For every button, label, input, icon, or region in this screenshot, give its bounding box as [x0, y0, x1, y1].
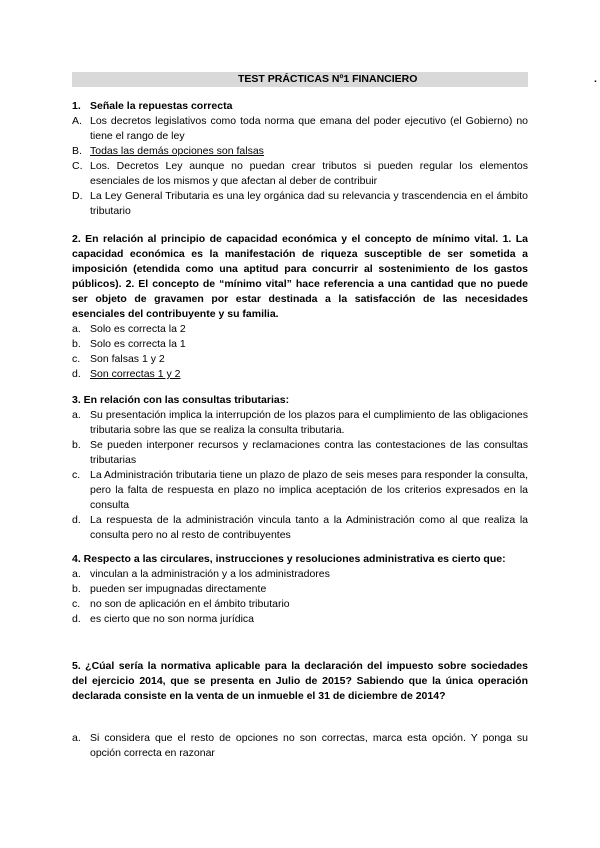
- option-letter: a.: [72, 323, 81, 335]
- question-1-options: [72, 114, 528, 219]
- option-letter: b.: [72, 338, 81, 350]
- option-text: Solo es correcta la 1: [90, 338, 186, 350]
- option-letter: b.: [72, 439, 81, 451]
- option-letter: A.: [72, 115, 82, 127]
- question-4: [72, 552, 528, 627]
- option-text: Se pueden interponer recursos y reclamaciones contra las contestaciones de las consultas tributarias: [90, 439, 528, 466]
- option-letter: B.: [72, 145, 82, 157]
- option-text: La Ley General Tributaria es una ley orgánica dad su relevancia y trascendencia en el ámbito tributario: [90, 190, 528, 217]
- option-letter: C.: [72, 160, 83, 172]
- option-text: Su presentación implica la interrupción de los plazos para el cumplimiento de las obligaciones tributaria sobre las que se realiza la consulta tributaria.: [90, 409, 528, 436]
- option-text-underlined: Todas las demás opciones son falsas: [90, 145, 264, 157]
- option-letter: d.: [72, 613, 81, 625]
- question-5-options: [72, 731, 528, 761]
- document-title-bar: [72, 72, 597, 87]
- option-letter: d.: [72, 514, 81, 526]
- question-3-options: [72, 408, 528, 543]
- question-5-text: 5. ¿Cúal sería la normativa aplicable para la declaración del impuesto sobre sociedades del ejercicio 2014, que se presenta en Julio de 2015? Sabiendo que la única operación declarada consiste en la venta de un inmueble el 31 de diciembre de 2014?: [72, 660, 528, 702]
- option-letter: a.: [72, 568, 81, 580]
- question-5-answers: [72, 731, 528, 761]
- option-text: Solo es correcta la 2: [90, 323, 186, 335]
- question-4-options: [72, 567, 528, 627]
- question-4-option-a[interactable]: [72, 567, 528, 582]
- option-letter: c.: [72, 598, 81, 610]
- question-3-option-b[interactable]: [72, 438, 528, 468]
- option-text-underlined: Son correctas 1 y 2: [90, 368, 181, 380]
- option-letter: a.: [72, 409, 81, 421]
- title-trailing-dot: .: [594, 73, 597, 85]
- question-5-option-a[interactable]: [72, 731, 528, 761]
- question-1-option-d[interactable]: [72, 189, 528, 219]
- question-5: [72, 659, 528, 704]
- option-text: es cierto que no son norma jurídica: [90, 613, 255, 625]
- question-2-option-a[interactable]: [72, 322, 528, 337]
- option-letter: b.: [72, 583, 81, 595]
- question-2-option-b[interactable]: [72, 337, 528, 352]
- question-2-text: 2. En relación al principio de capacidad económica y el concepto de mínimo vital. 1. La capacidad económica es la manifestación de riqueza susceptible de ser sometida a imposición (etendida como una aptitud para concurrir al sostenimiento de los gastos públicos). 2. El concepto de “mínimo vital” hace referencia a una cantidad que no puede ser objeto de gravamen por estar destinada a la satisfacción de las necesidades esenciales del contribuyente y su familia.: [72, 233, 528, 320]
- option-text: no son de aplicación en el ámbito tributario: [90, 598, 290, 610]
- question-2-option-d[interactable]: [72, 367, 528, 382]
- option-letter: c.: [72, 353, 81, 365]
- question-2-options: [72, 322, 528, 382]
- question-4-option-b[interactable]: [72, 582, 528, 597]
- option-text: vinculan a la administración y a los administradores: [90, 568, 330, 580]
- question-3-option-c[interactable]: [72, 468, 528, 513]
- question-1-number: 1.: [72, 100, 81, 112]
- option-text: Son falsas 1 y 2: [90, 353, 165, 365]
- question-1-heading: [72, 99, 528, 114]
- question-1: [72, 99, 528, 219]
- question-1-option-b[interactable]: [72, 144, 528, 159]
- option-text: La respuesta de la administración vincula tanto a la Administración como al que realiza la consulta pero no al resto de contribuyentes: [90, 514, 528, 541]
- question-1-option-c[interactable]: [72, 159, 528, 189]
- option-letter: d.: [72, 368, 81, 380]
- question-3-option-d[interactable]: [72, 513, 528, 543]
- question-4-text: 4. Respecto a las circulares, instrucciones y resoluciones administrativa es cierto que:: [72, 553, 506, 565]
- option-text: pueden ser impugnadas directamente: [90, 583, 267, 595]
- question-2-option-c[interactable]: [72, 352, 528, 367]
- option-text: La Administración tributaria tiene un plazo de plazo de seis meses para responder la consulta, pero la falta de respuesta en plazo no implica aceptación de los criterios expresados en la consulta: [90, 469, 528, 511]
- question-3-option-a[interactable]: [72, 408, 528, 438]
- option-letter: c.: [72, 469, 81, 481]
- option-text: Si considera que el resto de opciones no son correctas, marca esta opción. Y ponga su opción correcta en razonar: [90, 732, 528, 759]
- question-4-option-c[interactable]: [72, 597, 528, 612]
- option-letter: a.: [72, 732, 81, 744]
- question-3-text: 3. En relación con las consultas tributarias:: [72, 394, 290, 406]
- question-1-option-a[interactable]: [72, 114, 528, 144]
- option-letter: D.: [72, 190, 83, 202]
- question-3: [72, 393, 528, 543]
- question-1-text: Señale la repuestas correcta: [90, 100, 233, 112]
- question-4-option-d[interactable]: [72, 612, 528, 627]
- document-title: TEST PRÁCTICAS Nº1 FINANCIERO: [238, 73, 418, 85]
- option-text: Los. Decretos Ley aunque no puedan crear tributos si pueden regular los elementos esenciales de los mismos y que afectan al deber de contribuir: [90, 160, 528, 187]
- option-text: Los decretos legislativos como toda norma que emana del poder ejecutivo (el Gobierno) no tiene el rango de ley: [90, 115, 528, 142]
- question-2: [72, 232, 528, 382]
